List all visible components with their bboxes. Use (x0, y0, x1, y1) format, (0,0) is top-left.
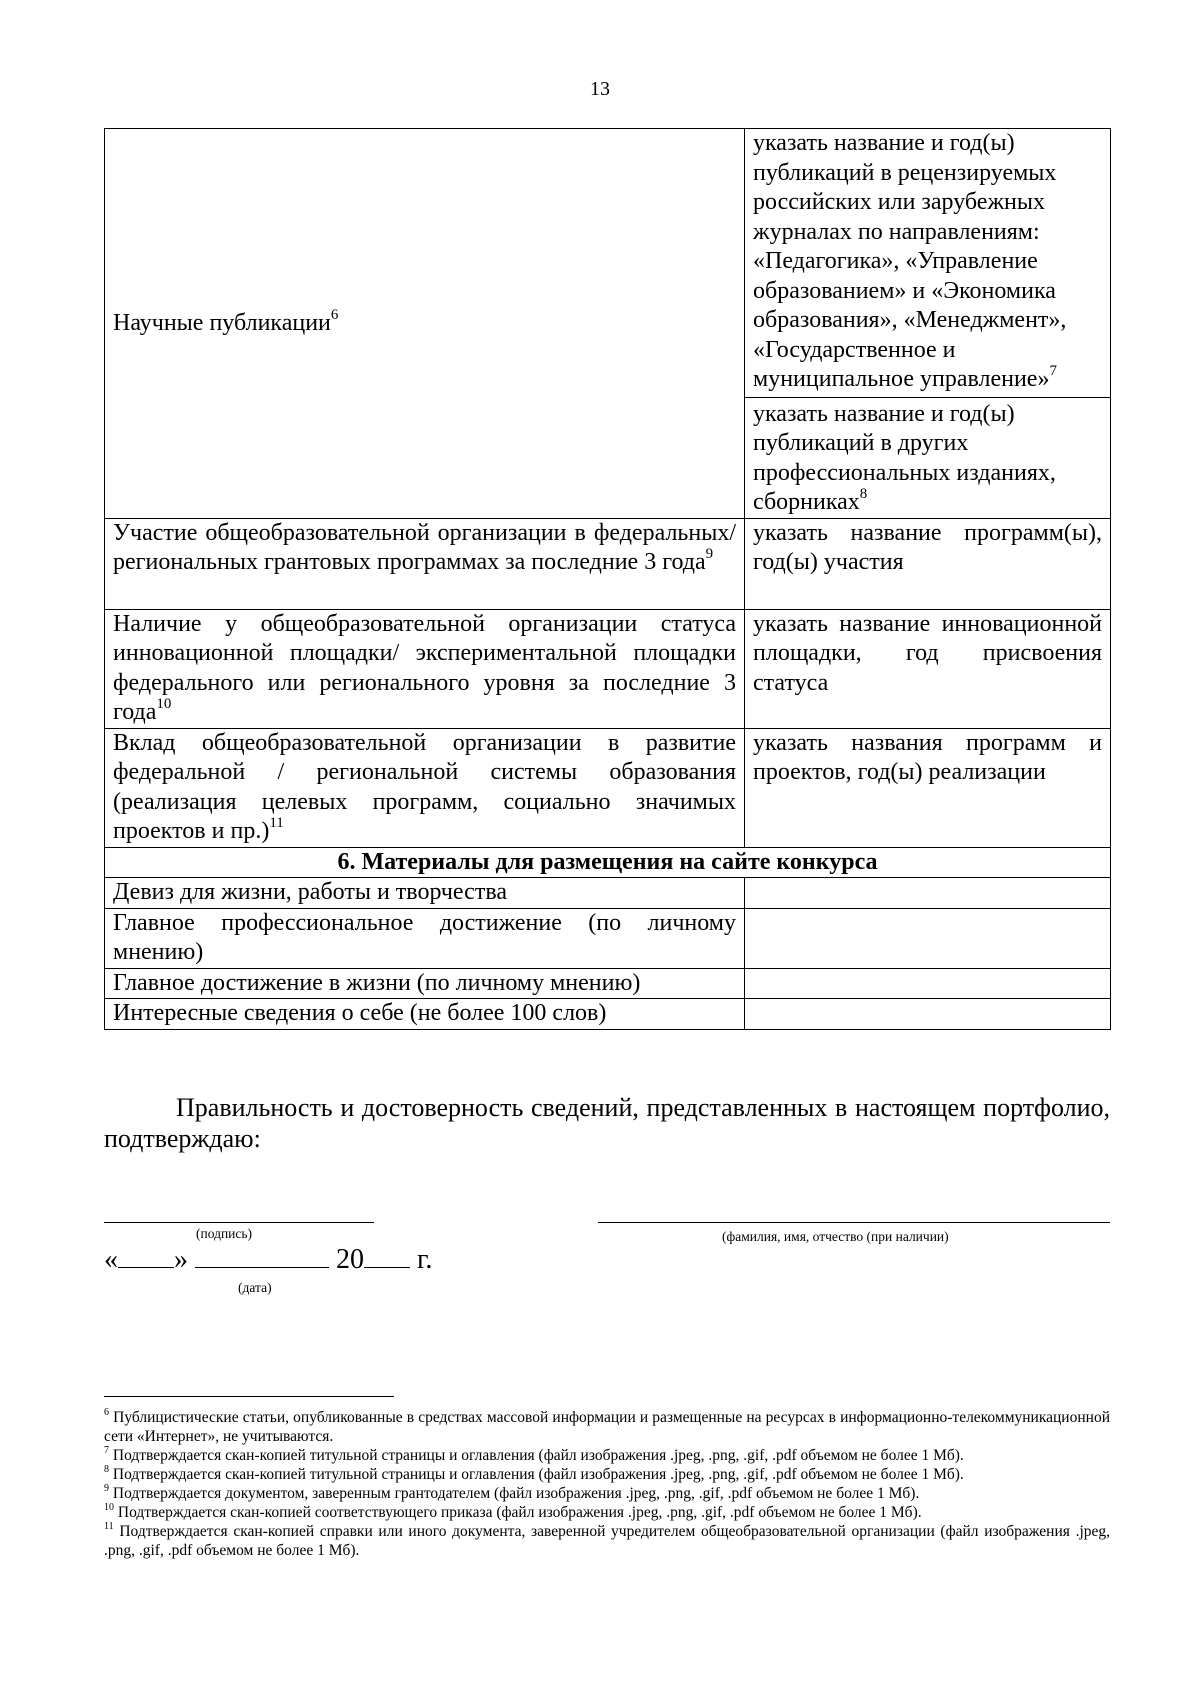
footnote-number: 9 (104, 1482, 109, 1494)
row-value-cell (745, 518, 1111, 609)
section-6-title: 6. Материалы для размещения на сайте конкурса (105, 847, 1111, 878)
row-label: Вклад общеобразовательной организации в развитие федеральной / региональной системы образования (реализация целевых программ, социально значимых проектов и пр.) (113, 729, 736, 844)
row-label-cell (105, 609, 745, 728)
section6-label: Девиз для жизни, работы и творчества (105, 878, 745, 909)
date-open-quote: « (104, 1244, 118, 1275)
footnote (104, 1408, 1110, 1446)
row-value: указать название программ(ы), год(ы) участия (753, 519, 1102, 575)
row-label-cell (105, 728, 745, 847)
footnote-ref-6: 6 (330, 306, 339, 323)
footnote-ref-10: 10 (156, 696, 172, 712)
table-row (105, 518, 1111, 609)
row-label: Наличие у общеобразовательной организации статуса инновационной площадки/ экспериментальной площадки федерального или регионального уровня за последние 3 года (113, 610, 736, 725)
section6-value-cell[interactable] (745, 968, 1111, 999)
section-header-row (105, 847, 1111, 878)
row-label: Участие общеобразовательной организации в федеральных/ региональных грантовых программах за последние 3 года (113, 519, 736, 575)
section6-label: Интересные сведения о себе (не более 100 слов) (105, 999, 745, 1030)
footnote-number: 6 (104, 1406, 109, 1418)
footnote-text: Подтверждается скан-копией титульной страницы и оглавления (файл изображения .jpeg, .png, .gif, .pdf объемом не более 1 Мб). (112, 1447, 964, 1464)
table-row (105, 878, 1111, 909)
footnotes (104, 1408, 1110, 1560)
year-suffix: г. (417, 1244, 433, 1275)
footnote-text: Подтверждается скан-копией справки или иного документа, заверенной учредителем общеобразовательной организации (файл изображения .jpeg, .png, .gif, .pdf объемом не более 1 Мб). (104, 1523, 1111, 1559)
footnote-ref-8: 8 (859, 486, 868, 502)
signature-caption: (подпись) (196, 1226, 253, 1241)
publications-sub2 (753, 398, 1102, 518)
publications-label-cell (105, 129, 745, 519)
table-row (105, 908, 1111, 968)
publications-value-cell (745, 129, 1111, 519)
portfolio-table (104, 128, 1111, 1030)
date-close-quote: » (174, 1244, 188, 1275)
table-row-publications (105, 129, 1111, 519)
publications-sub2-text: указать название и год(ы) публикаций в других профессиональных изданиях, сборниках (753, 400, 1056, 515)
footnote (104, 1484, 1110, 1503)
footnote-number: 10 (104, 1501, 114, 1513)
full-name-caption: (фамилия, имя, отчество (при наличии) (722, 1229, 949, 1244)
footnote-ref-9: 9 (705, 546, 714, 562)
month-blank[interactable] (195, 1245, 329, 1268)
section6-value-cell[interactable] (745, 878, 1111, 909)
table-row (105, 728, 1111, 847)
row-label-cell (105, 518, 745, 609)
table-row (105, 999, 1111, 1030)
page-number: 13 (590, 78, 610, 100)
section6-value-cell[interactable] (745, 908, 1111, 968)
year-prefix: 20 (336, 1244, 364, 1275)
footnote-number: 8 (104, 1463, 109, 1475)
date-row (104, 1244, 432, 1276)
footnote (104, 1522, 1110, 1560)
table-row (105, 609, 1111, 728)
footnote-number: 7 (104, 1444, 109, 1456)
day-blank[interactable] (118, 1245, 174, 1268)
footnote-ref-7: 7 (1049, 363, 1057, 379)
publications-sub1-text: указать название и год(ы) публикаций в рецензируемых российских или зарубежных журналах по направлениям: «Педагогика», «Управление образованием» и «Экономика образования», «Менеджмент», «Государственное и муниципальное управление» (753, 130, 1067, 392)
footnote (104, 1446, 1110, 1465)
section6-label: Главное достижение в жизни (по личному мнению) (105, 968, 745, 999)
row-value-cell (745, 728, 1111, 847)
publications-sub1 (745, 129, 1110, 398)
footnote (104, 1503, 1110, 1522)
footnote-text: Подтверждается скан-копией соответствующего приказа (файл изображения .jpeg, .png, .gif, .pdf объемом не более 1 Мб). (117, 1504, 922, 1521)
confirmation-statement: Правильность и достоверность сведений, представленных в настоящем портфолио, подтверждаю: (104, 1093, 1110, 1153)
row-value: указать названия программ и проектов, год(ы) реализации (753, 729, 1102, 785)
footnote (104, 1465, 1110, 1484)
section6-label: Главное профессиональное достижение (по личному мнению) (105, 908, 745, 968)
footnote-text: Подтверждается скан-копией титульной страницы и оглавления (файл изображения .jpeg, .png, .gif, .pdf объемом не более 1 Мб). (112, 1466, 964, 1483)
row-value: указать название инновационной площадки, год присвоения статуса (753, 610, 1102, 696)
footnote-ref-11: 11 (269, 815, 284, 831)
full-name-line[interactable] (598, 1222, 1110, 1223)
section6-value-cell[interactable] (745, 999, 1111, 1030)
publications-label: Научные публикации (113, 309, 331, 336)
footnote-text: Подтверждается документом, заверенным грантодателем (файл изображения .jpeg, .png, .gif, .pdf объемом не более 1 Мб). (112, 1485, 920, 1502)
signature-line[interactable] (104, 1222, 374, 1223)
footnote-text: Публицистические статьи, опубликованные в средствах массовой информации и размещенные на ресурсах в информационно-телекоммуникационной сети «Интернет», не учитываются. (104, 1409, 1110, 1445)
table-row (105, 968, 1111, 999)
footnote-divider (104, 1396, 394, 1397)
year-blank[interactable] (364, 1245, 410, 1268)
footnote-number: 11 (104, 1520, 114, 1532)
date-caption: (дата) (238, 1280, 272, 1295)
row-value-cell (745, 609, 1111, 728)
